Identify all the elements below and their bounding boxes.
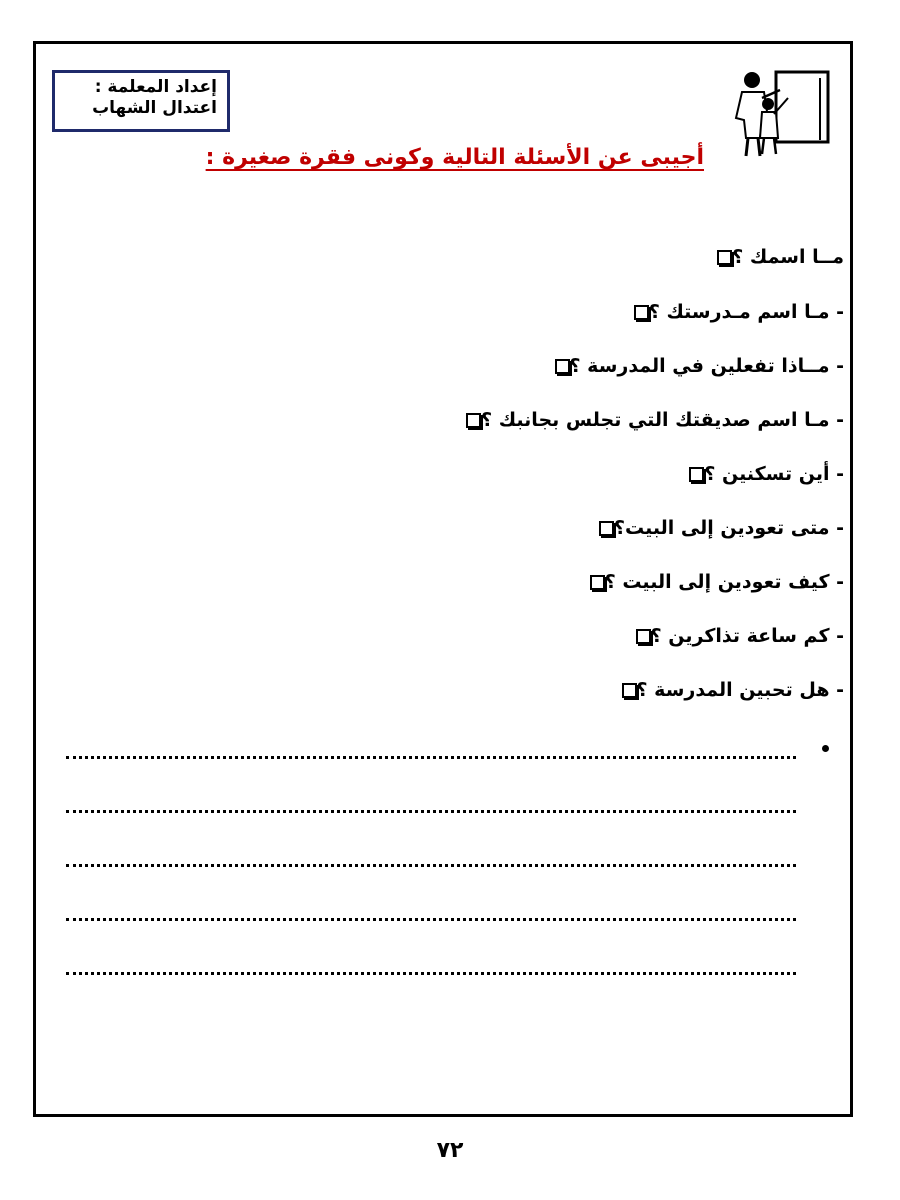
checkbox-icon[interactable] xyxy=(689,467,704,482)
answer-line[interactable] xyxy=(66,918,796,921)
question-text: مــا اسمك ؟ xyxy=(732,246,844,268)
question-text: - مـا اسم صديقتك التي تجلس بجانبك ؟ xyxy=(481,409,844,431)
question-text: - مــاذا تفعلين في المدرسة ؟ xyxy=(569,355,844,377)
author-label: إعداد المعلمة : xyxy=(94,77,217,97)
answer-line[interactable] xyxy=(66,864,796,867)
checkbox-icon[interactable] xyxy=(555,359,570,374)
question-item xyxy=(604,676,844,704)
author-name: اعتدال الشهاب xyxy=(92,98,217,118)
question-item xyxy=(699,243,844,271)
author-box xyxy=(52,70,230,132)
question-text: - كم ساعة تذاكرين ؟ xyxy=(650,625,844,647)
question-text: - مـا اسم مـدرستك ؟ xyxy=(648,301,844,323)
checkbox-icon[interactable] xyxy=(717,250,732,265)
question-item xyxy=(618,622,844,650)
question-item xyxy=(572,568,844,596)
checkbox-icon[interactable] xyxy=(634,305,649,320)
answer-line[interactable] xyxy=(66,972,796,975)
question-item xyxy=(671,460,844,488)
checkbox-icon[interactable] xyxy=(590,575,605,590)
answer-line[interactable] xyxy=(66,810,796,813)
question-text: - كيف تعودين إلى البيت ؟ xyxy=(604,571,844,593)
bullet-icon xyxy=(822,745,829,752)
checkbox-icon[interactable] xyxy=(466,413,481,428)
checkbox-icon[interactable] xyxy=(636,629,651,644)
answer-line[interactable] xyxy=(66,756,796,759)
checkbox-icon[interactable] xyxy=(599,521,614,536)
question-item xyxy=(616,298,844,326)
question-item xyxy=(537,352,844,380)
instruction-heading: أجيبى عن الأسئلة التالية وكونى فقرة صغيرة : xyxy=(205,145,704,170)
page-number: ٧٢ xyxy=(436,1138,464,1163)
question-item xyxy=(448,406,844,434)
checkbox-icon[interactable] xyxy=(622,683,637,698)
question-text: - أين تسكنين ؟ xyxy=(704,463,844,485)
question-item xyxy=(581,514,844,542)
question-text: - هل تحبين المدرسة ؟ xyxy=(636,679,844,701)
teacher-illustration xyxy=(722,68,834,160)
question-text: - متى تعودين إلى البيت؟ xyxy=(613,517,844,539)
